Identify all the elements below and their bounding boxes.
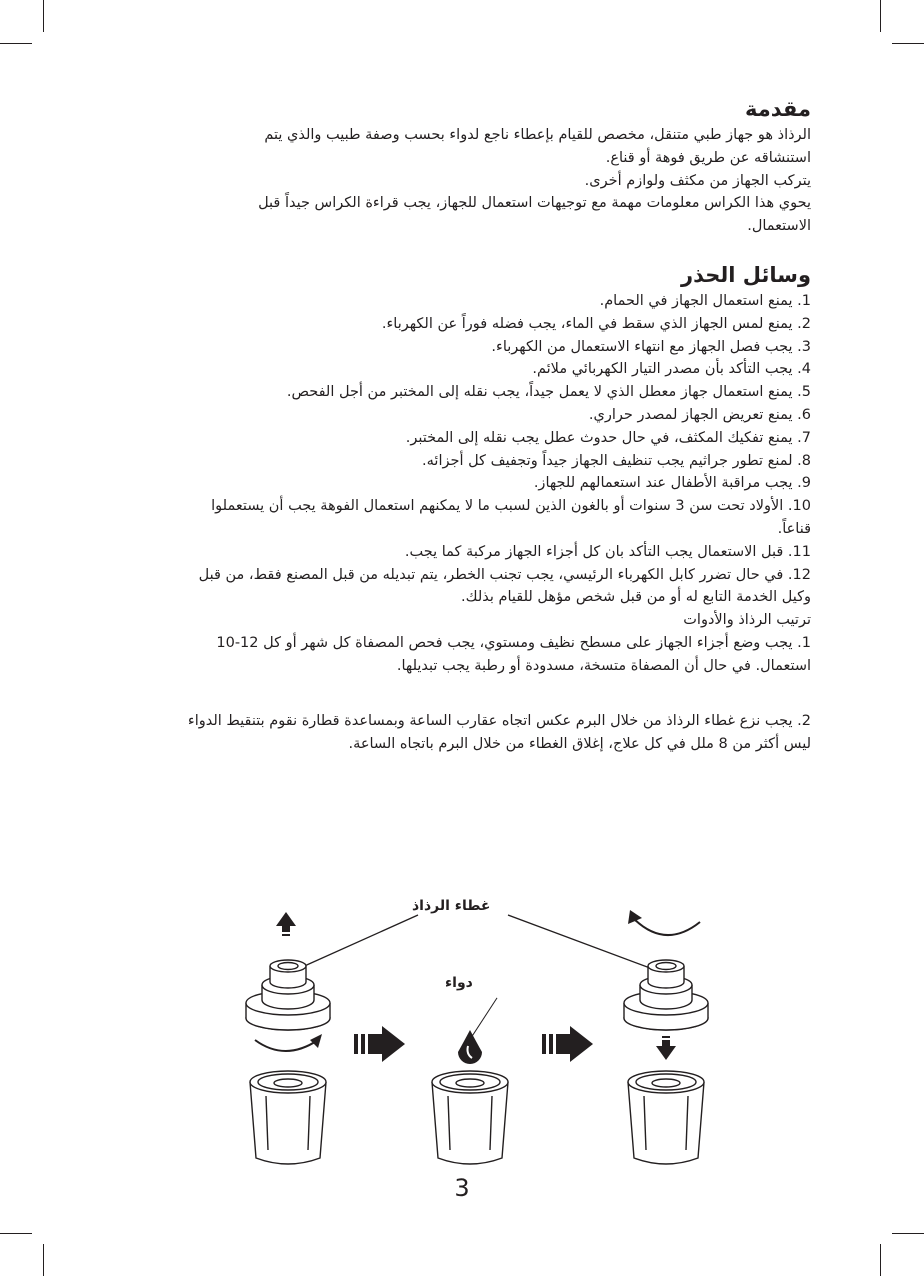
warning-item: 2. يمنع لمس الجهاز الذي سقط في الماء، يجب فضله فوراً عن الكهرباء. — [381, 315, 811, 332]
warning-item: 6. يمنع تعريض الجهاز لمصدر حراري. — [588, 406, 811, 423]
warning-item: 7. يمنع تفكيك المكثف، في حال حدوث عطل يجب نقله إلى المختبر. — [405, 429, 811, 446]
warning-item: 1. يمنع استعمال الجهاز في الحمام. — [599, 293, 811, 309]
down-arrow-icon — [656, 1036, 676, 1060]
step-item: 1. يجب وضع أجزاء الجهاز على مسطح نظيف ومستوي، يجب فحص المصفاة كل شهر أو كل 12-10 — [216, 634, 811, 651]
warning-item: 3. يجب فصل الجهاز مع انتهاء الاستعمال من الكهرباء. — [491, 338, 811, 355]
step-item: 2. يجب نزع غطاء الرذاذ من خلال البرم عكس اتجاه عقارب الساعة وبمساعدة قطارة نقوم بتنقيط الدواء — [187, 713, 811, 729]
intro-line: الرذاذ هو جهاز طبي متنقل، مخصص للقيام بإعطاء ناجع لدواء بحسب وصفة طبيب والذي يتم — [264, 127, 811, 143]
warning-item: قناعاً. — [777, 520, 811, 537]
medicine-label: دواء — [445, 975, 473, 991]
step-item: استعمال. في حال أن المصفاة متسخة، مسدودة أو رطبة يجب تبديلها. — [396, 657, 811, 674]
cap-label: غطاء الرذاذ — [412, 898, 491, 914]
right-arrow-icon — [542, 1026, 593, 1062]
warning-item: 8. لمنع تطور جراثيم يجب تنظيف الجهاز جيداً وتجفيف كل أجزائه. — [422, 452, 811, 469]
steps-heading: ترتيب الرذاذ والأدوات — [683, 612, 811, 629]
rotate-arrow-icon — [255, 1034, 322, 1051]
intro-line: الاستعمال. — [747, 218, 811, 235]
warning-item: وكيل الخدمة التابع له أو من قبل شخص مؤهل للقيام بذلك. — [461, 589, 811, 606]
intro-title: مقدمة — [745, 97, 811, 121]
medicine-drop-icon — [458, 1030, 482, 1064]
warning-item: 4. يجب التأكد بأن مصدر التيار الكهربائي ملائم. — [532, 361, 811, 378]
cup-middle — [432, 1071, 508, 1164]
warning-item: 5. يمنع استعمال جهاز معطل الذي لا يعمل جيداً، يجب نقله إلى المختبر من أجل الفحص. — [286, 384, 811, 401]
intro-line: استنشاقه عن طريق فوهة أو قناع. — [605, 149, 811, 166]
page-number: 3 — [454, 1174, 470, 1202]
cup-right — [628, 1071, 704, 1164]
warning-item: 11. قبل الاستعمال يجب التأكد بان كل أجزاء الجهاز مركبة كما يجب. — [404, 543, 811, 560]
cap-left — [246, 960, 330, 1030]
intro-line: يحوي هذا الكراس معلومات مهمة مع توجيهات استعمال للجهاز، يجب قراءة الكراس جيداً قبل — [258, 195, 811, 212]
leader-line — [300, 915, 418, 968]
warning-item: 12. في حال تضرر كابل الكهرباء الرئيسي، يجب تجنب الخطر، يتم تبديله من قبل المصنع فقط، من قبل — [198, 566, 811, 583]
warning-item: 10. الأولاد تحت سن 3 سنوات أو بالغون الذين لسبب ما لا يمكنهم استعمال الفوهة يجب أن يستعملوا — [211, 498, 811, 515]
warning-item: 9. يجب مراقبة الأطفال عند استعمالهم للجهاز. — [533, 475, 811, 492]
step-item: ليس أكثر من 8 ملل في كل علاج، إغلاق الغطاء من خلال البرم باتجاه الساعة. — [348, 735, 811, 752]
warnings-title: وسائل الحذر — [681, 263, 811, 287]
intro-line: يتركب الجهاز من مكثف ولوازم أخرى. — [584, 172, 811, 189]
curved-arrow-icon — [628, 910, 700, 935]
cap-right — [624, 960, 708, 1030]
cup-left — [250, 1071, 326, 1164]
right-arrow-icon — [354, 1026, 405, 1062]
up-arrow-icon — [276, 912, 296, 936]
